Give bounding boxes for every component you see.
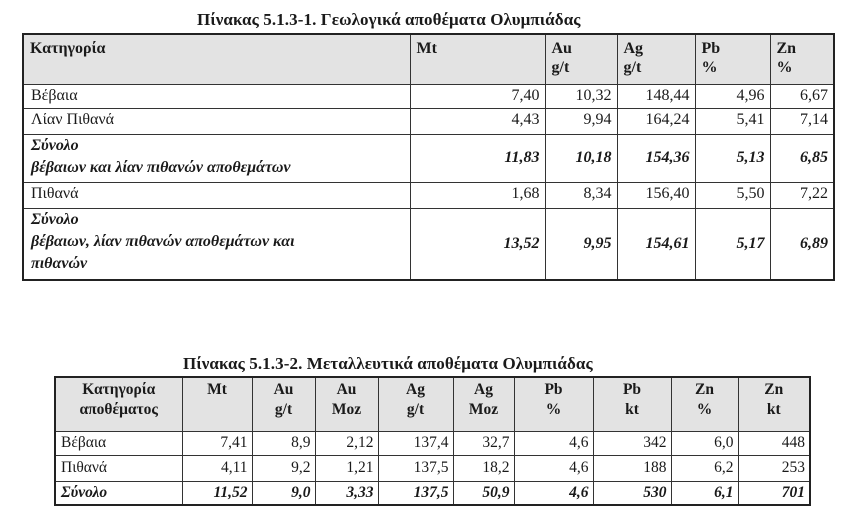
cell-mt: 4,43: [410, 108, 545, 134]
cell-au: 9,95: [545, 208, 617, 280]
cell-ag: 164,24: [617, 108, 695, 134]
cell-au: 10,32: [545, 84, 617, 108]
cell-au-gt: 8,9: [252, 431, 315, 455]
geological-reserves-table: [22, 33, 835, 281]
cell-au-moz: 1,21: [315, 455, 378, 481]
table2-caption: Πίνακας 5.1.3-2. Μεταλλευτικά αποθέματα Ολυμπιάδας: [183, 354, 593, 373]
cell-ag: 154,61: [617, 208, 695, 280]
t1-header-au: Au g/t: [545, 34, 617, 84]
row-label: Σύνολο βέβαιων και λίαν πιθανών αποθεμάτων: [23, 134, 410, 182]
table-row: [23, 182, 834, 208]
t2-header-au-moz: Au Moz: [315, 377, 378, 431]
cell-zn-pct: 6,2: [671, 455, 738, 481]
row-label: Πιθανά: [55, 455, 182, 481]
cell-ag: 154,36: [617, 134, 695, 182]
cell-pb-pct: 4,6: [514, 455, 593, 481]
cell-mt: 13,52: [410, 208, 545, 280]
table1-header-row: [23, 34, 834, 84]
cell-zn-pct: 6,1: [671, 481, 738, 505]
row-label: Σύνολο βέβαιων, λίαν πιθανών αποθεμάτων και πιθανών: [23, 208, 410, 280]
table-row: [23, 84, 834, 108]
cell-zn-pct: 6,0: [671, 431, 738, 455]
t2-header-au-gt: Au g/t: [252, 377, 315, 431]
cell-zn: 6,67: [770, 84, 834, 108]
cell-zn: 6,85: [770, 134, 834, 182]
cell-zn: 7,14: [770, 108, 834, 134]
cell-ag-moz: 32,7: [453, 431, 514, 455]
t2-header-pb-pct: Pb %: [514, 377, 593, 431]
row-label: Σύνολο: [55, 481, 182, 505]
cell-au: 9,94: [545, 108, 617, 134]
cell-ag-gt: 137,5: [378, 455, 453, 481]
cell-pb: 5,50: [695, 182, 770, 208]
cell-pb: 4,96: [695, 84, 770, 108]
row-label: Πιθανά: [23, 182, 410, 208]
cell-mt: 7,40: [410, 84, 545, 108]
cell-pb: 5,17: [695, 208, 770, 280]
cell-au: 8,34: [545, 182, 617, 208]
cell-ag-gt: 137,5: [378, 481, 453, 505]
cell-au: 10,18: [545, 134, 617, 182]
cell-pb-kt: 188: [593, 455, 671, 481]
row-label: Βέβαια: [55, 431, 182, 455]
cell-pb-pct: 4,6: [514, 481, 593, 505]
cell-ag: 148,44: [617, 84, 695, 108]
cell-pb-pct: 4,6: [514, 431, 593, 455]
t1-header-category: Κατηγορία: [23, 34, 410, 84]
t1-header-mt: Mt: [410, 34, 545, 84]
table2-header-row: [55, 377, 810, 431]
table-row-subtotal: [23, 134, 834, 182]
t2-header-pb-kt: Pb kt: [593, 377, 671, 431]
t2-header-zn-pct: Zn %: [671, 377, 738, 431]
cell-ag-gt: 137,4: [378, 431, 453, 455]
t1-header-ag: Ag g/t: [617, 34, 695, 84]
cell-au-moz: 2,12: [315, 431, 378, 455]
cell-mt: 11,83: [410, 134, 545, 182]
cell-pb: 5,13: [695, 134, 770, 182]
cell-mt: 4,11: [182, 455, 252, 481]
t2-header-zn-kt: Zn kt: [738, 377, 810, 431]
t2-header-ag-moz: Ag Moz: [453, 377, 514, 431]
cell-au-gt: 9,0: [252, 481, 315, 505]
table-row-total: [55, 481, 810, 505]
table-row: [55, 455, 810, 481]
cell-pb: 5,41: [695, 108, 770, 134]
cell-ag: 156,40: [617, 182, 695, 208]
cell-zn-kt: 253: [738, 455, 810, 481]
t1-header-zn: Zn %: [770, 34, 834, 84]
cell-pb-kt: 530: [593, 481, 671, 505]
cell-au-gt: 9,2: [252, 455, 315, 481]
cell-mt: 7,41: [182, 431, 252, 455]
table1-caption: Πίνακας 5.1.3-1. Γεωλογικά αποθέματα Ολυμπιάδας: [197, 10, 581, 29]
table-row-total: [23, 208, 834, 280]
table-row: [23, 108, 834, 134]
cell-zn-kt: 701: [738, 481, 810, 505]
cell-pb-kt: 342: [593, 431, 671, 455]
t2-header-ag-gt: Ag g/t: [378, 377, 453, 431]
cell-zn-kt: 448: [738, 431, 810, 455]
row-label: Λίαν Πιθανά: [23, 108, 410, 134]
cell-mt: 1,68: [410, 182, 545, 208]
t1-header-pb: Pb %: [695, 34, 770, 84]
row-label: Βέβαια: [23, 84, 410, 108]
cell-ag-moz: 18,2: [453, 455, 514, 481]
cell-zn: 6,89: [770, 208, 834, 280]
cell-mt: 11,52: [182, 481, 252, 505]
t2-header-mt: Mt: [182, 377, 252, 431]
t2-header-category: Κατηγορία αποθέματος: [55, 377, 182, 431]
cell-au-moz: 3,33: [315, 481, 378, 505]
mining-reserves-table: [54, 376, 811, 506]
cell-zn: 7,22: [770, 182, 834, 208]
table-row: [55, 431, 810, 455]
cell-ag-moz: 50,9: [453, 481, 514, 505]
